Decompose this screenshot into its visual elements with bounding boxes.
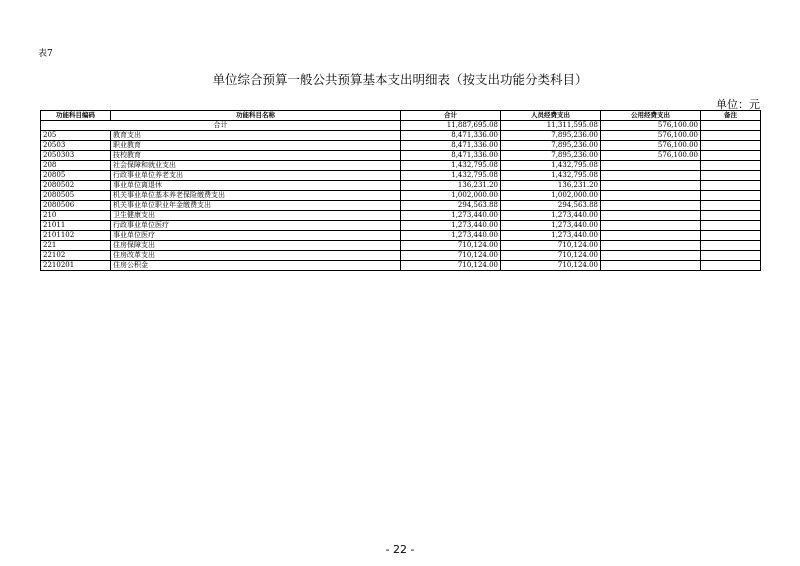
public-cell: [601, 201, 701, 211]
personnel-cell: 710,124.00: [501, 261, 601, 271]
name-cell: 住房公积金: [111, 261, 401, 271]
personnel-cell: 1,273,440.00: [501, 221, 601, 231]
name-cell: 卫生健康支出: [111, 211, 401, 221]
header-row: [41, 111, 761, 121]
public-cell: [601, 161, 701, 171]
name-cell: 行政事业单位医疗: [111, 221, 401, 231]
personnel-cell: 1,273,440.00: [501, 211, 601, 221]
note-cell: [701, 201, 761, 211]
note-cell: [701, 251, 761, 261]
public-cell: 576,100.00: [601, 131, 701, 141]
code-cell: 221: [41, 241, 111, 251]
note-cell: [701, 181, 761, 191]
note-cell: [701, 261, 761, 271]
budget-table: [40, 110, 761, 271]
total-cell: 1,432,795.08: [401, 171, 501, 181]
table-row: [41, 151, 761, 161]
name-cell: 社会保障和就业支出: [111, 161, 401, 171]
public-cell: [601, 221, 701, 231]
total-personnel: 11,311,595.08: [501, 121, 601, 131]
code-cell: 20805: [41, 171, 111, 181]
public-cell: 576,100.00: [601, 151, 701, 161]
total-cell: 136,231.20: [401, 181, 501, 191]
name-cell: 技校教育: [111, 151, 401, 161]
total-cell: 1,273,440.00: [401, 231, 501, 241]
note-cell: [701, 171, 761, 181]
total-cell: 1,273,440.00: [401, 221, 501, 231]
total-cell: 710,124.00: [401, 261, 501, 271]
personnel-cell: 7,895,236.00: [501, 151, 601, 161]
header-name: 功能科目名称: [111, 111, 401, 121]
note-cell: [701, 221, 761, 231]
note-cell: [701, 161, 761, 171]
public-cell: [601, 211, 701, 221]
personnel-cell: 1,432,795.08: [501, 171, 601, 181]
total-label: 合计: [41, 121, 401, 131]
table-row: [41, 191, 761, 201]
total-note: [701, 121, 761, 131]
total-row: [41, 121, 761, 131]
personnel-cell: 710,124.00: [501, 251, 601, 261]
total-cell: 1,002,000.00: [401, 191, 501, 201]
personnel-cell: 136,231.20: [501, 181, 601, 191]
table-row: [41, 231, 761, 241]
public-cell: [601, 241, 701, 251]
table-row: [41, 131, 761, 141]
personnel-cell: 1,432,795.08: [501, 161, 601, 171]
header-personnel: 人员经费支出: [501, 111, 601, 121]
total-cell: 1,273,440.00: [401, 211, 501, 221]
name-cell: 教育支出: [111, 131, 401, 141]
table-row: [41, 161, 761, 171]
name-cell: 事业单位医疗: [111, 231, 401, 241]
code-cell: 2101102: [41, 231, 111, 241]
personnel-cell: 1,002,000.00: [501, 191, 601, 201]
name-cell: 住房改革支出: [111, 251, 401, 261]
public-cell: [601, 191, 701, 201]
code-cell: 208: [41, 161, 111, 171]
personnel-cell: 7,895,236.00: [501, 131, 601, 141]
personnel-cell: 294,563.88: [501, 201, 601, 211]
name-cell: 职业教育: [111, 141, 401, 151]
code-cell: 2080505: [41, 191, 111, 201]
personnel-cell: 710,124.00: [501, 241, 601, 251]
name-cell: 事业单位离退休: [111, 181, 401, 191]
note-cell: [701, 141, 761, 151]
note-cell: [701, 211, 761, 221]
note-cell: [701, 231, 761, 241]
page-number: - 22 -: [385, 543, 415, 556]
note-cell: [701, 151, 761, 161]
public-cell: [601, 171, 701, 181]
note-cell: [701, 191, 761, 201]
public-cell: [601, 251, 701, 261]
header-note: 备注: [701, 111, 761, 121]
total-public: 576,100.00: [601, 121, 701, 131]
table-row: [41, 251, 761, 261]
name-cell: 机关事业单位职业年金缴费支出: [111, 201, 401, 211]
note-cell: [701, 241, 761, 251]
code-cell: 22102: [41, 251, 111, 261]
table-row: [41, 211, 761, 221]
public-cell: [601, 261, 701, 271]
total-cell: 710,124.00: [401, 241, 501, 251]
total-cell: 8,471,336.00: [401, 141, 501, 151]
total-cell: 1,432,795.08: [401, 161, 501, 171]
name-cell: 行政事业单位养老支出: [111, 171, 401, 181]
table-number: 表7: [38, 49, 53, 59]
total-cell: 710,124.00: [401, 251, 501, 261]
personnel-cell: 7,895,236.00: [501, 141, 601, 151]
header-total: 合计: [401, 111, 501, 121]
table-row: [41, 171, 761, 181]
table-row: [41, 201, 761, 211]
personnel-cell: 1,273,440.00: [501, 231, 601, 241]
header-code: 功能科目编码: [41, 111, 111, 121]
code-cell: 205: [41, 131, 111, 141]
total-cell: 8,471,336.00: [401, 131, 501, 141]
code-cell: 2210201: [41, 261, 111, 271]
page-title: 单位综合预算一般公共预算基本支出明细表（按支出功能分类科目）: [212, 72, 588, 87]
note-cell: [701, 131, 761, 141]
table-row: [41, 221, 761, 231]
name-cell: 住房保障支出: [111, 241, 401, 251]
code-cell: 210: [41, 211, 111, 221]
table-row: [41, 241, 761, 251]
name-cell: 机关事业单位基本养老保险缴费支出: [111, 191, 401, 201]
code-cell: 20503: [41, 141, 111, 151]
table-row: [41, 261, 761, 271]
table-row: [41, 181, 761, 191]
public-cell: [601, 181, 701, 191]
code-cell: 2050303: [41, 151, 111, 161]
code-cell: 2080502: [41, 181, 111, 191]
header-public: 公用经费支出: [601, 111, 701, 121]
table-row: [41, 141, 761, 151]
code-cell: 21011: [41, 221, 111, 231]
total-amount: 11,887,695.08: [401, 121, 501, 131]
total-cell: 8,471,336.00: [401, 151, 501, 161]
code-cell: 2080506: [41, 201, 111, 211]
unit-label: 单位：元: [716, 98, 760, 111]
public-cell: 576,100.00: [601, 141, 701, 151]
total-cell: 294,563.88: [401, 201, 501, 211]
public-cell: [601, 231, 701, 241]
